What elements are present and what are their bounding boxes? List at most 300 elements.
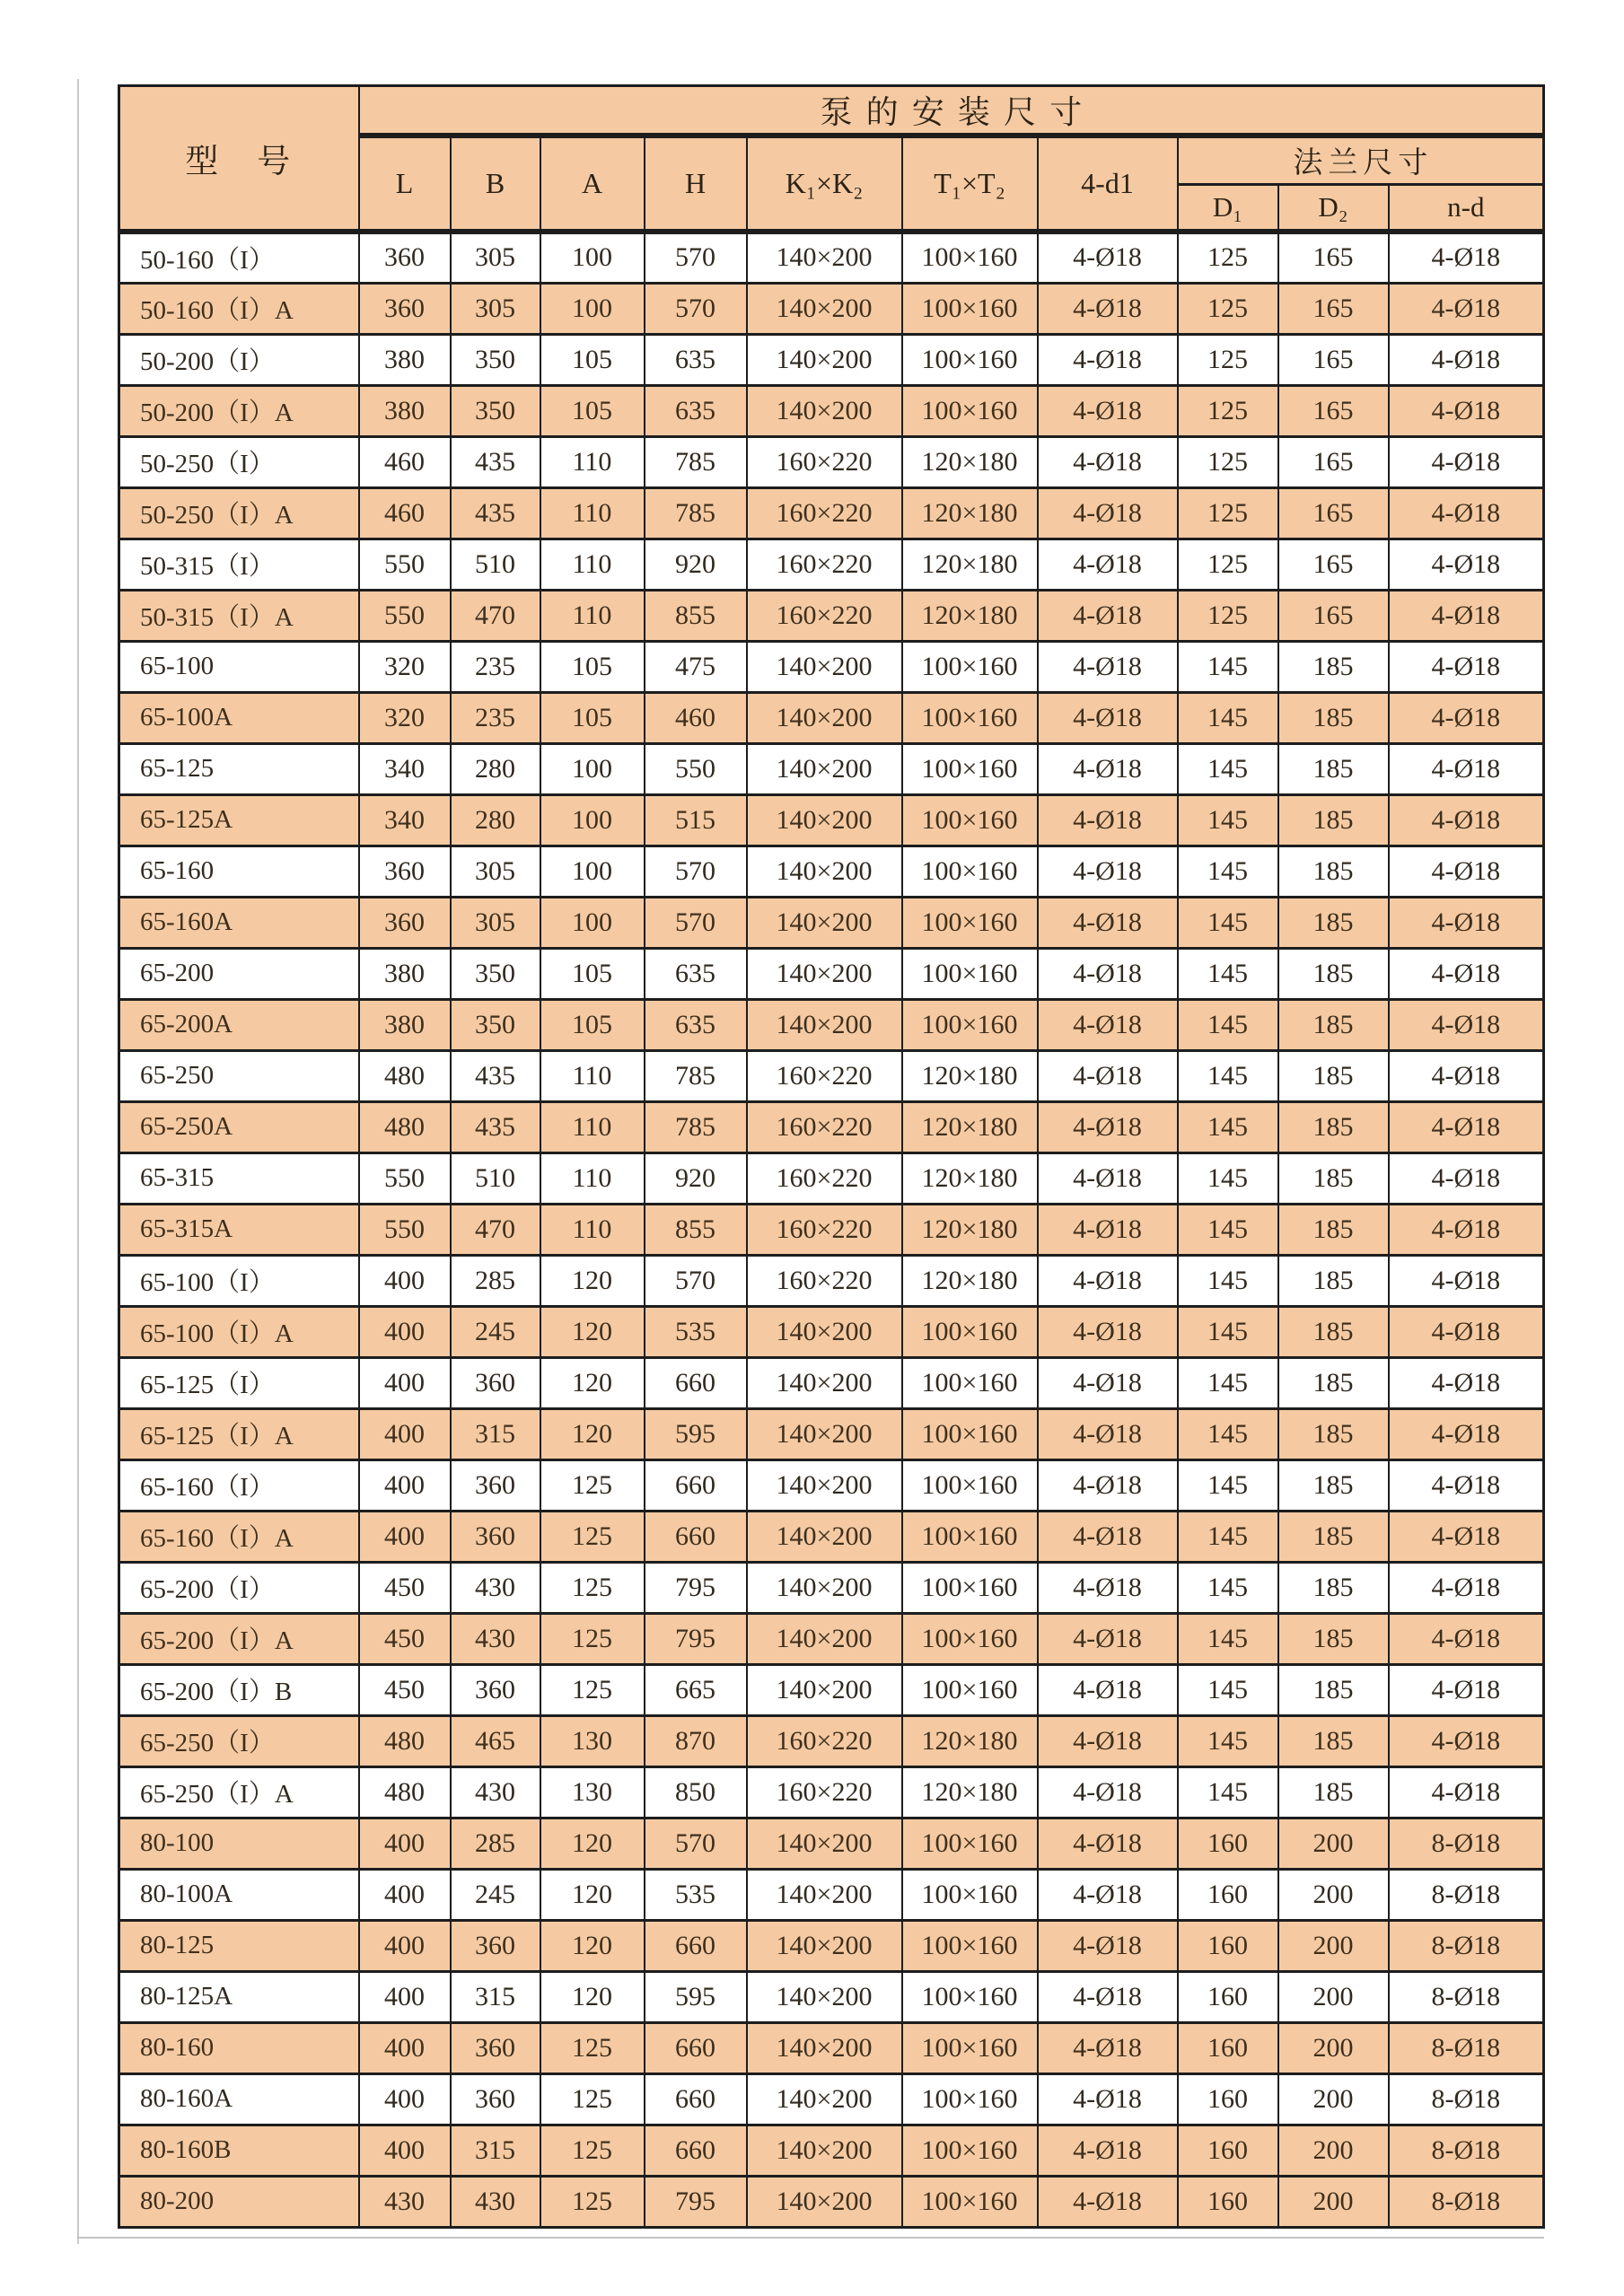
cell-D1: 160 (1178, 2022, 1278, 2073)
cell-H: 660 (645, 2022, 747, 2073)
table-row (119, 846, 1544, 897)
cell-n-d: 4-Ø18 (1389, 232, 1544, 283)
cell-L: 400 (359, 2125, 451, 2176)
cell-L: 400 (359, 1971, 451, 2022)
cell-H: 660 (645, 2125, 747, 2176)
cell-4-d1: 4-Ø18 (1038, 846, 1178, 897)
cell-model: 65-125（I） (119, 1357, 359, 1408)
cell-T1xT2: 100×160 (902, 1920, 1038, 1971)
table-row (119, 283, 1544, 334)
cell-n-d: 4-Ø18 (1389, 1050, 1544, 1101)
cell-4-d1: 4-Ø18 (1038, 2176, 1178, 2227)
cell-K1xK2: 140×200 (747, 897, 902, 948)
table-row (119, 794, 1544, 846)
cell-D1: 125 (1178, 590, 1278, 641)
cell-model: 80-200 (119, 2176, 359, 2227)
cell-n-d: 4-Ø18 (1389, 385, 1544, 436)
cell-L: 400 (359, 1255, 451, 1306)
cell-D2: 165 (1278, 385, 1389, 436)
cell-n-d: 4-Ø18 (1389, 1204, 1544, 1255)
cell-B: 360 (451, 1664, 540, 1715)
table-row (119, 1306, 1544, 1357)
cell-H: 660 (645, 1357, 747, 1408)
cell-H: 570 (645, 283, 747, 334)
cell-B: 280 (451, 743, 540, 794)
cell-T1xT2: 100×160 (902, 641, 1038, 692)
cell-H: 785 (645, 487, 747, 539)
cell-n-d: 8-Ø18 (1389, 2125, 1544, 2176)
cell-L: 400 (359, 1459, 451, 1511)
cell-model: 65-250（I） (119, 1715, 359, 1766)
cell-D1: 145 (1178, 1766, 1278, 1818)
cell-B: 360 (451, 1459, 540, 1511)
cell-n-d: 4-Ø18 (1389, 1715, 1544, 1766)
cell-K1xK2: 140×200 (747, 1613, 902, 1664)
cell-D1: 145 (1178, 1613, 1278, 1664)
table-row (119, 692, 1544, 743)
cell-n-d: 4-Ø18 (1389, 1152, 1544, 1204)
cell-B: 435 (451, 487, 540, 539)
cell-L: 400 (359, 1869, 451, 1920)
cell-K1xK2: 140×200 (747, 743, 902, 794)
cell-4-d1: 4-Ø18 (1038, 1869, 1178, 1920)
cell-D2: 200 (1278, 2022, 1389, 2073)
cell-A: 125 (540, 2022, 645, 2073)
cell-D1: 160 (1178, 2073, 1278, 2125)
table-row (119, 2073, 1544, 2125)
table-row (119, 334, 1544, 385)
cell-A: 110 (540, 1101, 645, 1152)
cell-model: 65-315A (119, 1204, 359, 1255)
cell-4-d1: 4-Ø18 (1038, 1459, 1178, 1511)
cell-D1: 145 (1178, 1459, 1278, 1511)
cell-A: 100 (540, 743, 645, 794)
cell-A: 110 (540, 487, 645, 539)
table-row (119, 1408, 1544, 1459)
cell-D2: 185 (1278, 1715, 1389, 1766)
table-row (119, 1459, 1544, 1511)
cell-B: 430 (451, 1766, 540, 1818)
cell-K1xK2: 140×200 (747, 1664, 902, 1715)
cell-H: 795 (645, 1613, 747, 1664)
cell-4-d1: 4-Ø18 (1038, 743, 1178, 794)
cell-B: 510 (451, 1152, 540, 1204)
cell-D2: 185 (1278, 743, 1389, 794)
cell-T1xT2: 100×160 (902, 1562, 1038, 1613)
cell-n-d: 4-Ø18 (1389, 794, 1544, 846)
cell-D2: 185 (1278, 999, 1389, 1050)
cell-A: 120 (540, 1971, 645, 2022)
cell-T1xT2: 120×180 (902, 436, 1038, 487)
cell-B: 360 (451, 1511, 540, 1562)
cell-L: 320 (359, 641, 451, 692)
cell-L: 480 (359, 1101, 451, 1152)
cell-D2: 165 (1278, 487, 1389, 539)
cell-A: 120 (540, 1357, 645, 1408)
cell-H: 870 (645, 1715, 747, 1766)
cell-K1xK2: 140×200 (747, 1869, 902, 1920)
cell-D1: 125 (1178, 487, 1278, 539)
table-row (119, 539, 1544, 590)
cell-D1: 160 (1178, 1869, 1278, 1920)
cell-n-d: 4-Ø18 (1389, 1459, 1544, 1511)
cell-H: 595 (645, 1971, 747, 2022)
cell-4-d1: 4-Ø18 (1038, 334, 1178, 385)
cell-H: 795 (645, 1562, 747, 1613)
cell-A: 125 (540, 1613, 645, 1664)
cell-T1xT2: 100×160 (902, 1459, 1038, 1511)
cell-model: 65-100（I） (119, 1255, 359, 1306)
cell-n-d: 4-Ø18 (1389, 999, 1544, 1050)
cell-L: 400 (359, 2022, 451, 2073)
cell-T1xT2: 100×160 (902, 2073, 1038, 2125)
cell-K1xK2: 160×220 (747, 1101, 902, 1152)
cell-K1xK2: 140×200 (747, 794, 902, 846)
table-row (119, 2125, 1544, 2176)
cell-A: 100 (540, 846, 645, 897)
cell-D2: 200 (1278, 2176, 1389, 2227)
cell-T1xT2: 120×180 (902, 487, 1038, 539)
cell-T1xT2: 120×180 (902, 1766, 1038, 1818)
cell-H: 570 (645, 846, 747, 897)
cell-H: 635 (645, 948, 747, 999)
cell-A: 105 (540, 948, 645, 999)
cell-L: 460 (359, 436, 451, 487)
cell-n-d: 4-Ø18 (1389, 846, 1544, 897)
cell-4-d1: 4-Ø18 (1038, 1715, 1178, 1766)
cell-model: 80-100 (119, 1818, 359, 1869)
cell-model: 50-160（I） (119, 232, 359, 283)
cell-K1xK2: 140×200 (747, 1920, 902, 1971)
cell-K1xK2: 140×200 (747, 1818, 902, 1869)
cell-T1xT2: 100×160 (902, 232, 1038, 283)
cell-A: 120 (540, 1306, 645, 1357)
cell-B: 305 (451, 846, 540, 897)
cell-D1: 145 (1178, 1664, 1278, 1715)
cell-model: 80-100A (119, 1869, 359, 1920)
cell-model: 65-250（I）A (119, 1766, 359, 1818)
cell-model: 65-160A (119, 897, 359, 948)
table-row (119, 897, 1544, 948)
cell-L: 400 (359, 1920, 451, 1971)
table-row (119, 1818, 1544, 1869)
cell-A: 100 (540, 794, 645, 846)
cell-L: 380 (359, 334, 451, 385)
cell-4-d1: 4-Ø18 (1038, 2125, 1178, 2176)
cell-D1: 145 (1178, 1101, 1278, 1152)
cell-n-d: 4-Ø18 (1389, 539, 1544, 590)
cell-L: 400 (359, 1818, 451, 1869)
cell-D2: 185 (1278, 794, 1389, 846)
cell-n-d: 8-Ø18 (1389, 1869, 1544, 1920)
header-col-B: B (451, 136, 540, 232)
cell-L: 360 (359, 283, 451, 334)
cell-L: 460 (359, 487, 451, 539)
cell-D1: 145 (1178, 846, 1278, 897)
header-col-D1: D₁ (1178, 184, 1278, 232)
cell-4-d1: 4-Ø18 (1038, 948, 1178, 999)
header-col-K1xK2: K₁×K₂ (747, 136, 902, 232)
cell-B: 360 (451, 1357, 540, 1408)
cell-D2: 165 (1278, 436, 1389, 487)
cell-K1xK2: 140×200 (747, 2125, 902, 2176)
table-row (119, 743, 1544, 794)
cell-D2: 185 (1278, 1613, 1389, 1664)
cell-A: 125 (540, 1459, 645, 1511)
cell-T1xT2: 120×180 (902, 1255, 1038, 1306)
cell-model: 65-100（I）A (119, 1306, 359, 1357)
cell-4-d1: 4-Ø18 (1038, 1255, 1178, 1306)
cell-T1xT2: 100×160 (902, 334, 1038, 385)
cell-K1xK2: 140×200 (747, 1357, 902, 1408)
cell-D1: 145 (1178, 641, 1278, 692)
table-row (119, 1255, 1544, 1306)
cell-D2: 165 (1278, 283, 1389, 334)
cell-model: 65-100 (119, 641, 359, 692)
cell-4-d1: 4-Ø18 (1038, 590, 1178, 641)
cell-B: 285 (451, 1818, 540, 1869)
cell-L: 400 (359, 1357, 451, 1408)
scan-artifact-vertical-rule (77, 79, 79, 2244)
cell-4-d1: 4-Ø18 (1038, 1511, 1178, 1562)
cell-D2: 185 (1278, 1255, 1389, 1306)
cell-H: 570 (645, 1255, 747, 1306)
cell-D1: 145 (1178, 1255, 1278, 1306)
cell-4-d1: 4-Ø18 (1038, 1920, 1178, 1971)
cell-4-d1: 4-Ø18 (1038, 1050, 1178, 1101)
cell-T1xT2: 100×160 (902, 948, 1038, 999)
cell-n-d: 4-Ø18 (1389, 1408, 1544, 1459)
cell-K1xK2: 140×200 (747, 999, 902, 1050)
cell-H: 550 (645, 743, 747, 794)
cell-D1: 160 (1178, 1920, 1278, 1971)
cell-T1xT2: 120×180 (902, 1152, 1038, 1204)
cell-K1xK2: 140×200 (747, 1408, 902, 1459)
header-col-H: H (645, 136, 747, 232)
cell-D1: 145 (1178, 692, 1278, 743)
cell-model: 65-125（I）A (119, 1408, 359, 1459)
pump-installation-dimensions-table (118, 84, 1545, 2229)
cell-A: 105 (540, 641, 645, 692)
cell-L: 480 (359, 1715, 451, 1766)
cell-H: 570 (645, 1818, 747, 1869)
cell-n-d: 4-Ø18 (1389, 948, 1544, 999)
cell-A: 110 (540, 436, 645, 487)
cell-n-d: 4-Ø18 (1389, 1766, 1544, 1818)
cell-A: 105 (540, 999, 645, 1050)
cell-B: 360 (451, 2073, 540, 2125)
cell-n-d: 4-Ø18 (1389, 1664, 1544, 1715)
cell-D2: 185 (1278, 1152, 1389, 1204)
cell-D1: 160 (1178, 1818, 1278, 1869)
cell-A: 120 (540, 1408, 645, 1459)
table-row (119, 487, 1544, 539)
cell-T1xT2: 100×160 (902, 2125, 1038, 2176)
cell-L: 450 (359, 1562, 451, 1613)
cell-L: 550 (359, 1204, 451, 1255)
cell-4-d1: 4-Ø18 (1038, 794, 1178, 846)
cell-T1xT2: 100×160 (902, 2176, 1038, 2227)
cell-4-d1: 4-Ø18 (1038, 487, 1178, 539)
cell-n-d: 4-Ø18 (1389, 1255, 1544, 1306)
cell-L: 550 (359, 539, 451, 590)
cell-K1xK2: 140×200 (747, 1562, 902, 1613)
cell-T1xT2: 100×160 (902, 846, 1038, 897)
cell-D2: 185 (1278, 1204, 1389, 1255)
cell-T1xT2: 100×160 (902, 999, 1038, 1050)
cell-H: 795 (645, 2176, 747, 2227)
cell-model: 65-200（I） (119, 1562, 359, 1613)
cell-K1xK2: 140×200 (747, 641, 902, 692)
cell-B: 285 (451, 1255, 540, 1306)
cell-model: 80-160B (119, 2125, 359, 2176)
cell-H: 920 (645, 1152, 747, 1204)
cell-H: 660 (645, 2073, 747, 2125)
cell-T1xT2: 100×160 (902, 1613, 1038, 1664)
cell-n-d: 8-Ø18 (1389, 1920, 1544, 1971)
cell-4-d1: 4-Ø18 (1038, 1766, 1178, 1818)
cell-D1: 145 (1178, 1511, 1278, 1562)
cell-D1: 160 (1178, 2176, 1278, 2227)
cell-H: 855 (645, 1204, 747, 1255)
table-row (119, 1101, 1544, 1152)
cell-B: 350 (451, 948, 540, 999)
table-row (119, 1613, 1544, 1664)
cell-n-d: 8-Ø18 (1389, 2022, 1544, 2073)
cell-D2: 185 (1278, 1664, 1389, 1715)
cell-L: 340 (359, 743, 451, 794)
table-row (119, 1920, 1544, 1971)
cell-T1xT2: 100×160 (902, 1511, 1038, 1562)
cell-A: 125 (540, 2125, 645, 2176)
cell-D2: 185 (1278, 641, 1389, 692)
cell-B: 360 (451, 1920, 540, 1971)
cell-H: 855 (645, 590, 747, 641)
cell-4-d1: 4-Ø18 (1038, 1306, 1178, 1357)
cell-B: 430 (451, 1562, 540, 1613)
cell-K1xK2: 140×200 (747, 232, 902, 283)
cell-B: 435 (451, 436, 540, 487)
cell-D2: 200 (1278, 1971, 1389, 2022)
cell-n-d: 4-Ø18 (1389, 590, 1544, 641)
cell-D2: 185 (1278, 897, 1389, 948)
cell-T1xT2: 100×160 (902, 1664, 1038, 1715)
cell-n-d: 8-Ø18 (1389, 2073, 1544, 2125)
cell-L: 480 (359, 1050, 451, 1101)
cell-model: 65-125A (119, 794, 359, 846)
cell-T1xT2: 120×180 (902, 1101, 1038, 1152)
cell-D2: 200 (1278, 1869, 1389, 1920)
cell-model: 50-315（I）A (119, 590, 359, 641)
cell-T1xT2: 100×160 (902, 743, 1038, 794)
cell-4-d1: 4-Ø18 (1038, 1101, 1178, 1152)
cell-H: 535 (645, 1306, 747, 1357)
cell-A: 120 (540, 1869, 645, 1920)
cell-T1xT2: 120×180 (902, 1050, 1038, 1101)
cell-model: 80-125A (119, 1971, 359, 2022)
cell-D1: 125 (1178, 334, 1278, 385)
cell-L: 380 (359, 999, 451, 1050)
cell-B: 360 (451, 2022, 540, 2073)
cell-model: 80-160 (119, 2022, 359, 2073)
cell-D2: 185 (1278, 1101, 1389, 1152)
cell-D2: 185 (1278, 1306, 1389, 1357)
cell-D2: 200 (1278, 2073, 1389, 2125)
header-col-n-d: n-d (1389, 184, 1544, 232)
scan-artifact-bottom-rule (77, 2237, 1544, 2239)
cell-model: 80-125 (119, 1920, 359, 1971)
cell-n-d: 4-Ø18 (1389, 897, 1544, 948)
table-row (119, 1152, 1544, 1204)
cell-4-d1: 4-Ø18 (1038, 1152, 1178, 1204)
cell-D1: 145 (1178, 743, 1278, 794)
cell-4-d1: 4-Ø18 (1038, 1818, 1178, 1869)
header-install-dimensions: 泵的安装尺寸 (359, 86, 1544, 136)
table-row (119, 232, 1544, 283)
cell-B: 430 (451, 2176, 540, 2227)
cell-D2: 200 (1278, 1818, 1389, 1869)
cell-T1xT2: 100×160 (902, 1306, 1038, 1357)
cell-D1: 145 (1178, 1715, 1278, 1766)
cell-K1xK2: 160×220 (747, 1255, 902, 1306)
cell-n-d: 4-Ø18 (1389, 641, 1544, 692)
cell-H: 570 (645, 897, 747, 948)
cell-model: 65-250A (119, 1101, 359, 1152)
cell-model: 65-160（I） (119, 1459, 359, 1511)
cell-K1xK2: 140×200 (747, 1511, 902, 1562)
cell-D1: 145 (1178, 1357, 1278, 1408)
cell-H: 515 (645, 794, 747, 846)
cell-D1: 145 (1178, 948, 1278, 999)
cell-D2: 200 (1278, 1920, 1389, 1971)
cell-D2: 185 (1278, 1511, 1389, 1562)
cell-H: 660 (645, 1920, 747, 1971)
cell-n-d: 4-Ø18 (1389, 1101, 1544, 1152)
cell-B: 435 (451, 1050, 540, 1101)
cell-B: 305 (451, 897, 540, 948)
cell-D2: 185 (1278, 846, 1389, 897)
cell-H: 660 (645, 1459, 747, 1511)
cell-D2: 185 (1278, 1050, 1389, 1101)
cell-K1xK2: 140×200 (747, 948, 902, 999)
cell-K1xK2: 140×200 (747, 1459, 902, 1511)
cell-T1xT2: 100×160 (902, 794, 1038, 846)
table-row (119, 1511, 1544, 1562)
cell-4-d1: 4-Ø18 (1038, 1408, 1178, 1459)
cell-model: 50-200（I） (119, 334, 359, 385)
table-row (119, 1715, 1544, 1766)
cell-D2: 185 (1278, 1357, 1389, 1408)
cell-H: 660 (645, 1511, 747, 1562)
cell-D1: 125 (1178, 283, 1278, 334)
cell-A: 125 (540, 1562, 645, 1613)
cell-D2: 200 (1278, 2125, 1389, 2176)
cell-D2: 165 (1278, 539, 1389, 590)
cell-n-d: 4-Ø18 (1389, 1511, 1544, 1562)
cell-H: 595 (645, 1408, 747, 1459)
table-row (119, 1766, 1544, 1818)
cell-T1xT2: 100×160 (902, 1869, 1038, 1920)
cell-4-d1: 4-Ø18 (1038, 1357, 1178, 1408)
cell-H: 475 (645, 641, 747, 692)
cell-B: 235 (451, 641, 540, 692)
cell-T1xT2: 100×160 (902, 897, 1038, 948)
cell-A: 125 (540, 2176, 645, 2227)
cell-L: 450 (359, 1664, 451, 1715)
header-flange-dimensions: 法兰尺寸 (1178, 136, 1544, 184)
cell-K1xK2: 140×200 (747, 846, 902, 897)
table-row (119, 1204, 1544, 1255)
